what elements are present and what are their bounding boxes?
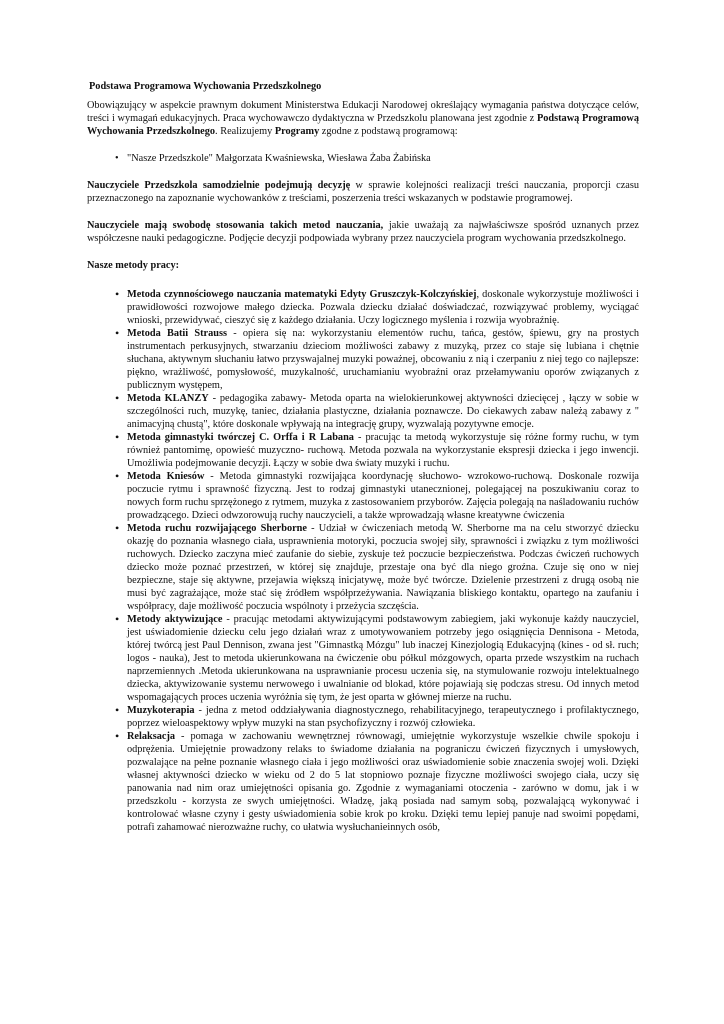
method-description: - pracując metodami aktywizującymi podstawowym zabiegiem, jaki wykonuje każdy nauczyciel, jest uświadomienie dziecku celu jego działań wraz z umotywowaniem potrzeby jego osiągnięcia Dennisona - Metoda, której twórcą jest Paul Dennison, zwana jest "Gimnastką Mózgu" lub inaczej Kinezjologią Edukacyjną (kines - od sł. ruch; logos - nauka), Jest to metoda ukierunkowana na ćwiczenie obu półkul mózgowych, oparta przede wszystkim na ruchach naprzemiennych .Metoda ukierunkowana na usprawnianie procesu uczenia się, na stymulowanie rozwoju intelektualnego dziecka, aktywizowanie systemu nerwowego i uwalnianie od blokad, które pojawiają się podczas stresu. Od innych metod wspomagających proces uczenia wyróżnia się tym, że jest oparta w głównej mierze na ruchu. xyxy=(127,614,639,703)
method-description: - opiera się na: wykorzystaniu elementów ruchu, tańca, gestów, śpiewu, gry na prostych instrumentach perkusyjnych, stwarzaniu dzieciom możliwości zabawy z muzyką, przez co staje się lubiana i chętnie słuchana, aktywnym słuchaniu łatwo przyswajalnej muzyki poważnej, obcowaniu z nią i czerpaniu z niej tego co najlepsze: piękno, wrażliwość, pomysłowość, muzykalność, uruchamianiu wyobraźni oraz przełamywaniu oporów związanych z publicznym występem, xyxy=(127,328,639,391)
method-item xyxy=(127,327,639,392)
intro-text-1: Obowiązujący w aspekcie prawnym dokument Ministerstwa Edukacji Narodowej określający wymagania państwa dotyczące celów, treści i wymagań edukacyjnych. Praca wychowawczo dydaktyczna w Przedszkolu planowana jest zgodnie z xyxy=(87,100,639,124)
method-description: - pedagogika zabawy- Metoda oparta na wielokierunkowej aktywności dziecięcej , łączy w sobie w szczególności ruch, muzykę, taniec, działania plastyczne, działania poznawcze. Do ciekawych zabaw należą zabawy z " animacyjną chustą", które doskonale wpływają na integrację grupy, wyzwalają pozytywne emocje. xyxy=(127,393,639,430)
method-name: Muzykoterapia xyxy=(127,705,195,716)
method-description: - jedna z metod oddziaływania diagnostycznego, rehabilitacyjnego, terapeutycznego i profilaktycznego, poprzez wieloaspektowy wpływ muzyki na stan psychofizyczny i rozwój człowieka. xyxy=(127,705,639,729)
methods-list xyxy=(87,288,639,834)
intro-text-2: . Realizujemy xyxy=(215,126,275,137)
method-name: Metoda KLANZY xyxy=(127,393,209,404)
method-item xyxy=(127,288,639,327)
method-description: - pracując ta metodą wykorzystuje się różne formy ruchu, w tym również pantomimę, opowieść muzyczno- ruchową. Metoda pozwala na wykorzystanie ekspresji dziecka i jego inwencji. Umożliwia podejmowanie decyzji. Łączy w sobie dwa światy muzyki i ruchu. xyxy=(127,432,639,469)
method-item xyxy=(127,730,639,834)
teachers-freedom-paragraph xyxy=(87,219,639,245)
document-title: Podstawa Programowa Wychowania Przedszkolnego xyxy=(89,81,322,92)
intro-paragraph xyxy=(87,99,639,138)
method-name: Metoda czynnościowego nauczania matematyki Edyty Gruszczyk-Kolczyńskiej xyxy=(127,289,477,300)
para2-text: jakie uważają za najwłaściwsze spośród uznanych przez współczesne nauki pedagogiczne. Podjęcie decyzji podpowiada wybrany przez nauczyciela program wychowania przedszkolnego. xyxy=(87,220,639,244)
method-name: Metoda ruchu rozwijającego Sherborne xyxy=(127,523,307,534)
program-item: • "Nasze Przedszkole" Małgorzata Kwaśniewska, Wiesława Żaba Żabińska xyxy=(127,152,639,165)
method-item xyxy=(127,470,639,522)
method-name: Metoda Batii Strauss xyxy=(127,328,227,339)
method-description: - Metoda gimnastyki rozwijająca koordynację słuchowo- wzrokowo-ruchową. Doskonale rozwija poczucie rytmu i sprawność fizyczną. Jest to rodzaj gimnastyki utanecznionej, polegającej na poszukiwaniu coraz to nowych form ruchu sprzężonego z rytmem, muzyka z zastosowaniem przyborów. Zajęcia polegają na naśladowaniu ruchów prowadzącego. Dzieci odwzorowują ruchy nauczycieli, a także wprowadzają własne kreatywne ćwiczenia xyxy=(127,471,640,521)
method-item xyxy=(127,431,639,470)
methods-heading: Nasze metody pracy: xyxy=(87,260,180,271)
method-name: Metoda gimnastyki twórczej C. Orffa i R Labana xyxy=(127,432,354,443)
para1-text: w sprawie kolejności realizacji treści nauczania, proporcji czasu przeznaczonego na zapoznanie wychowanków z treściami, poszerzenia treści wskazanych w podstawie programowej. xyxy=(87,180,639,204)
intro-bold-1: Podstawą Programową Wychowania Przedszkolnego xyxy=(87,113,639,137)
method-name: Metoda Kniesów xyxy=(127,471,205,482)
intro-bold-2: Programy xyxy=(274,126,320,137)
method-item xyxy=(127,392,639,431)
method-item xyxy=(127,613,639,704)
method-name: Metody aktywizujące xyxy=(127,614,223,625)
program-list xyxy=(87,152,639,165)
intro-text-3: zgodne z podstawą programową: xyxy=(319,126,458,137)
method-description: - Udział w ćwiczeniach metodą W. Sherborne ma na celu stworzyć dziecku okazję do poznania własnego ciała, usprawnienia motoryki, poczucia swojej siły, sprawności i związku z tym możliwości ruchowych. Dziecko zaczyna mieć zaufanie do siebie, zyskuje też poczucie bezpieczeństwa. Podczas ćwiczeń ruchowych dziecko może poznać przestrzeń, w której się znajduje, przestaje ona być dla niego groźna. Czuje się ono w niej bezpieczne, staje się aktywne, przejawia większą inicjatywę, może być twórcze. Dzielenie przestrzeni z drugą osobą nie musi być zagrażające, może stać się źródłem współprzeżywania. Nawiązania bliskiego kontaktu, opartego na zaufaniu i współpracy, daje możliwość poczucia wspólnoty i przeżycia szczęścia. xyxy=(127,523,639,612)
teachers-decision-paragraph xyxy=(87,179,639,205)
method-item xyxy=(127,704,639,730)
method-description: , doskonale wykorzystuje możliwości i prawidłowości rozwojowe małego dziecka. Pozwala dziecku działać doświadczać, rozwiązywać problemy, wyciągać wnioski, przewidywać, cieszyć się z każdego działania. Uczy logicznego myślenia i rozwija wyobraźnię. xyxy=(127,289,639,326)
para2-bold: Nauczyciele mają swobodę stosowania takich metod nauczania, xyxy=(87,220,384,231)
para1-bold: Nauczyciele Przedszkola samodzielnie podejmują decyzję xyxy=(87,180,351,191)
method-description: - pomaga w zachowaniu wewnętrznej równowagi, umiejętnie wykorzystuje wszelkie chwile spokoju i odprężenia. Umiejętnie prowadzony relaks to świadome działania na pograniczu ćwiczeń fizycznych i umysłowych, pozwalające na pełne poznanie własnego ciała i jego możliwości oraz uświadomienie sobie znaczenia swojej woli. Dzięki własnej aktywności dziecko w wieku od 2 do 5 lat stopniowo poznaje fizyczne możliwości swojego ciała, uczy się panowania nad nim oraz umiejętności opisania go. Zgodnie z wymaganiami otoczenia - zarówno w domu, jak i w przedszkolu - korzysta ze swych umiejętności. Władzę, jaką posiada nad samym sobą, pozwalającą wykonywać i kontrolować własne czyny i gesty uświadomienia sobie krok po kroku. Dzięki temu lepiej panuje nad swoimi popędami, potrafi zahamować nierozważne ruchy, co ułatwia wysłuchanieinnych osób, xyxy=(127,731,639,833)
method-name: Relaksacja xyxy=(127,731,176,742)
document-page xyxy=(87,80,639,834)
method-item xyxy=(127,522,639,613)
